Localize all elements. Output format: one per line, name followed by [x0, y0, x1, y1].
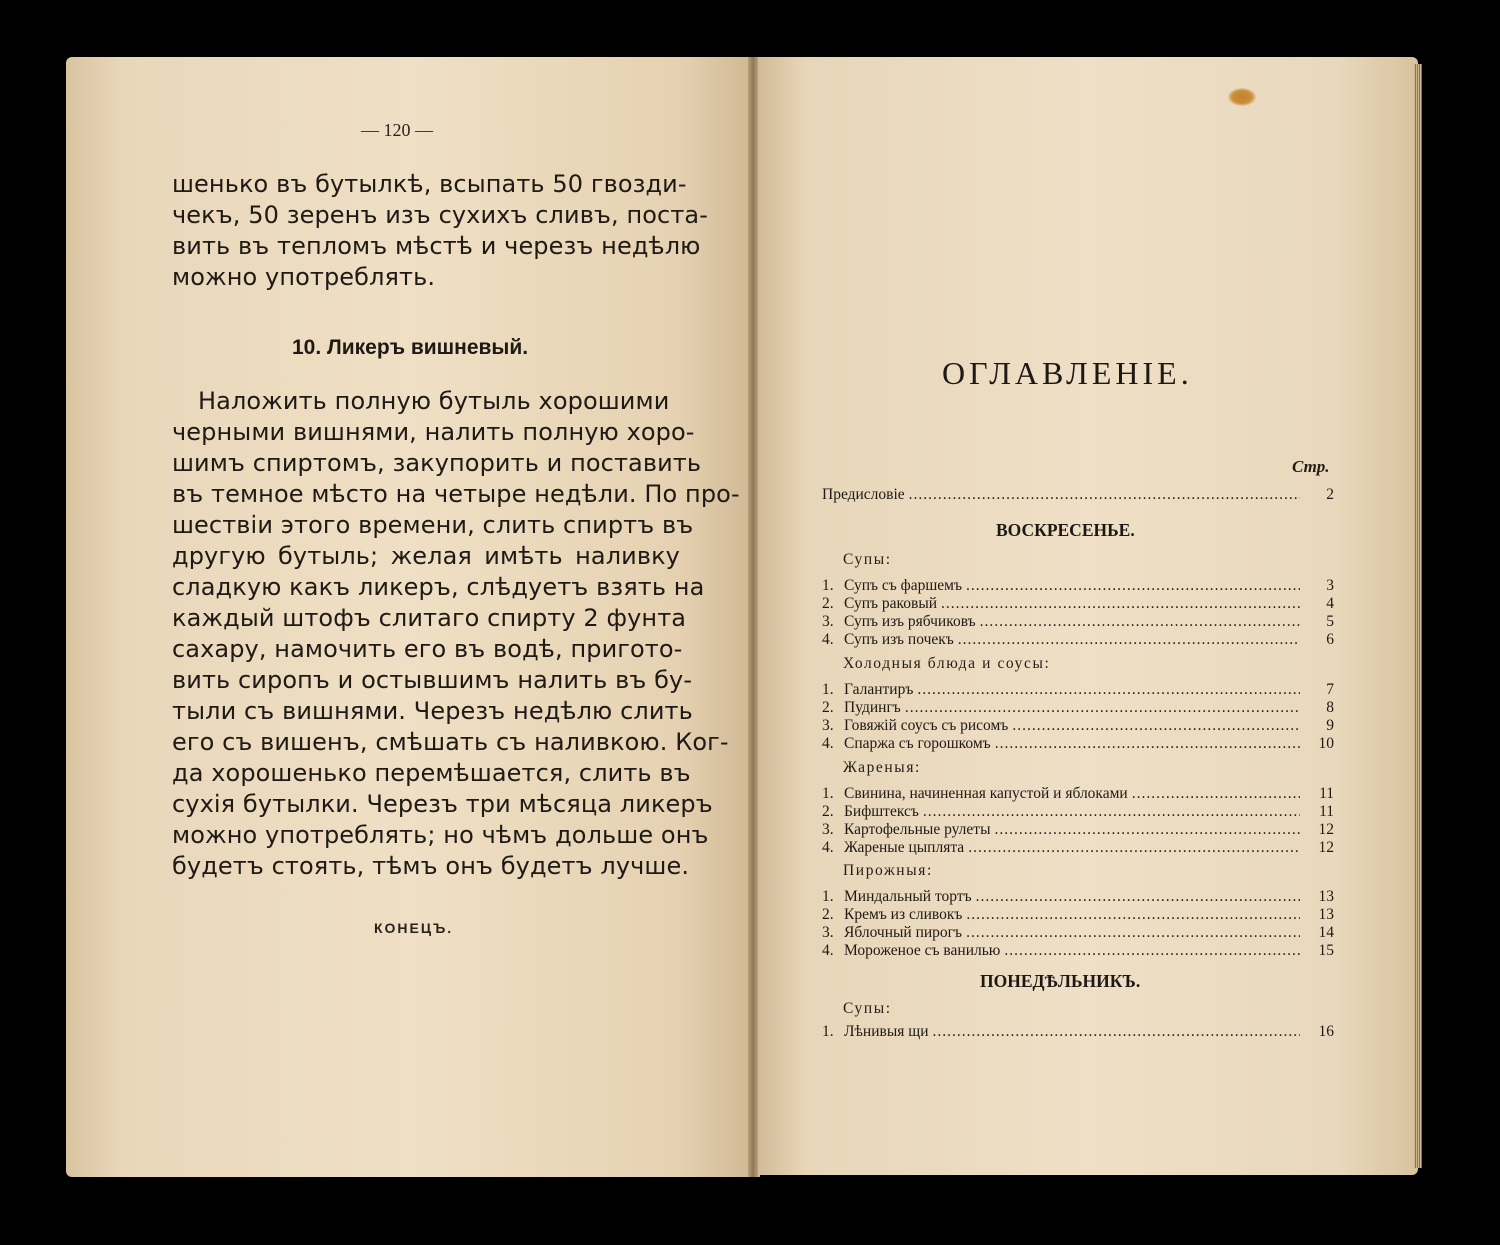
toc-entry-page: 13 [1318, 888, 1334, 905]
toc-entry-title: Пудингъ [844, 699, 901, 716]
toc-entry-page: 13 [1318, 906, 1334, 923]
toc-entry-page: 9 [1326, 717, 1334, 734]
page-number: — 120 — [361, 120, 433, 140]
toc-entry-page: 8 [1326, 699, 1334, 716]
toc-heading: ОГЛАВЛЕНІЕ. [942, 355, 1193, 391]
toc-entry-title: Кремъ из сливокъ [844, 906, 963, 923]
toc-entry-number: 2. [822, 699, 834, 716]
toc-entry-page: 14 [1318, 924, 1334, 941]
toc-entry [822, 613, 1334, 631]
dot-leader [917, 681, 1300, 699]
text-line: да хорошенько перемѣшается, слить въ [172, 759, 691, 787]
toc-entry-title: Картофельные рулеты [844, 821, 991, 838]
dot-leader [968, 839, 1300, 857]
text-line: другую бутыль; желая имѣть наливку [172, 542, 680, 570]
text-line: каждый штофъ слитаго спирту 2 фунта [172, 604, 687, 632]
text-line: Наложить полную бутыль хорошими [198, 387, 670, 415]
dot-leader [1004, 942, 1300, 960]
toc-entry-page: 4 [1326, 595, 1334, 612]
toc-entry-title: Яблочный пирогъ [844, 924, 963, 941]
toc-entry [822, 735, 1334, 753]
toc-entry [822, 803, 1334, 821]
toc-entry-number: 3. [822, 924, 834, 941]
recipe-title: 10. Ликеръ вишневый. [292, 336, 529, 359]
text-line: тыли съ вишнями. Черезъ недѣлю слить [172, 697, 693, 725]
toc-entry-page: 15 [1318, 942, 1334, 959]
toc-entry [822, 924, 1334, 942]
dot-leader [909, 486, 1300, 504]
dot-leader [941, 595, 1300, 613]
book-spine [748, 57, 758, 1177]
toc-entry-page: 5 [1326, 613, 1334, 630]
toc-entry-number: 1. [822, 888, 834, 905]
toc-entry [822, 681, 1334, 699]
toc-entry-title: Галантиръ [844, 681, 914, 698]
text-line: чекъ, 50 зеренъ изъ сухихъ сливъ, поста- [172, 201, 708, 229]
text-line: будетъ стоять, тѣмъ онъ будетъ лучше. [172, 852, 690, 880]
toc-entry-number: 4. [822, 839, 834, 856]
text-line: вить въ тепломъ мѣстѣ и черезъ недѣлю [172, 232, 701, 260]
dot-leader [958, 631, 1300, 649]
toc-entry-number: 2. [822, 803, 834, 820]
toc-entry [822, 1023, 1334, 1041]
toc-entry-page: 16 [1318, 1023, 1334, 1040]
toc-entry-page: 12 [1318, 821, 1334, 838]
toc-entry-page: 7 [1326, 681, 1334, 698]
toc-entry-page: 2 [1326, 486, 1334, 503]
text-line: сладкую какъ ликеръ, слѣдуетъ взять на [172, 573, 705, 601]
toc-category: Супы: [843, 551, 892, 568]
toc-entry-title: Супъ съ фаршемъ [844, 577, 962, 594]
toc-entry-page: 12 [1318, 839, 1334, 856]
toc-entry-title: Бифштексъ [844, 803, 919, 820]
toc-entry [822, 631, 1334, 649]
text-line: можно употреблять; но чѣмъ дольше онъ [172, 821, 709, 849]
text-line: сухія бутылки. Черезъ три мѣсяца ликеръ [172, 790, 713, 818]
toc-entry-page: 11 [1319, 803, 1334, 820]
toc-entry-title: Супъ раковый [844, 595, 938, 612]
page-column-label: Стр. [1292, 457, 1330, 476]
toc-entry-number: 1. [822, 577, 834, 594]
toc-entry [822, 888, 1334, 906]
dot-leader [966, 577, 1300, 595]
toc-entry-number: 3. [822, 613, 834, 630]
page-edges [1414, 64, 1422, 1168]
toc-entry-title: Жареные цыплята [844, 839, 965, 856]
toc-entry-title: Предисловіе [822, 486, 905, 503]
toc-entry-title: Миндальный тортъ [844, 888, 972, 905]
toc-entry-number: 4. [822, 942, 834, 959]
toc-entry-number: 3. [822, 717, 834, 734]
dot-leader [966, 924, 1300, 942]
toc-entry-title: Говяжій соусъ съ рисомъ [844, 717, 1009, 734]
dot-leader [1012, 717, 1300, 735]
toc-entry-title: Лѣнивыя щи [844, 1023, 929, 1040]
toc-entry-number: 1. [822, 785, 834, 802]
toc-entry [822, 595, 1334, 613]
stain-mark [1228, 88, 1256, 106]
toc-entry [822, 785, 1334, 803]
toc-entry-number: 2. [822, 595, 834, 612]
toc-entry [822, 717, 1334, 735]
toc-category: Холодныя блюда и соусы: [843, 655, 1051, 672]
toc-entry-page: 6 [1326, 631, 1334, 648]
toc-entry [822, 942, 1334, 960]
dot-leader [995, 821, 1301, 839]
toc-entry-page: 11 [1319, 785, 1334, 802]
dot-leader [966, 906, 1300, 924]
toc-entry [822, 821, 1334, 839]
text-line: можно употреблять. [172, 263, 436, 291]
dot-leader [995, 735, 1300, 753]
toc-entry-number: 3. [822, 821, 834, 838]
toc-entry-preface [822, 486, 1334, 504]
toc-category: Супы: [843, 1000, 892, 1017]
dot-leader [923, 803, 1300, 821]
dot-leader [976, 888, 1300, 906]
toc-entry [822, 906, 1334, 924]
text-line: шимъ спиртомъ, закупорить и поставить [172, 449, 702, 477]
toc-day-heading: ПОНЕДѢЛЬНИКЪ. [980, 971, 1141, 991]
text-line: шенько въ бутылкѣ, всыпать 50 гвозди- [172, 170, 687, 198]
text-line: вить сиропъ и остывшимъ налить въ бу- [172, 666, 693, 694]
toc-entry-number: 1. [822, 681, 834, 698]
toc-entry-page: 3 [1326, 577, 1334, 594]
text-line: его съ вишенъ, смѣшать съ наливкою. Ког- [172, 728, 729, 756]
toc-entry-title: Мороженое съ ванилью [844, 942, 1001, 959]
toc-entry-title: Супъ изъ почекъ [844, 631, 954, 648]
toc-entry [822, 699, 1334, 717]
toc-entry-title: Свинина, начиненная капустой и яблоками [844, 785, 1128, 802]
toc-entry-title: Супъ изъ рябчиковъ [844, 613, 976, 630]
toc-entry [822, 577, 1334, 595]
toc-entry-number: 1. [822, 1023, 834, 1040]
toc-entry-number: 4. [822, 631, 834, 648]
text-line: черными вишнями, налить полную хоро- [172, 418, 695, 446]
toc-entry [822, 839, 1334, 857]
toc-entry-number: 2. [822, 906, 834, 923]
end-word: КОНЕЦЪ. [374, 920, 454, 936]
dot-leader [905, 699, 1300, 717]
toc-day-heading: ВОСКРЕСЕНЬЕ. [996, 520, 1135, 540]
text-line: въ темное мѣсто на четыре недѣли. По про- [172, 480, 740, 508]
dot-leader [980, 613, 1300, 631]
toc-entry-page: 10 [1318, 735, 1334, 752]
toc-category: Жареныя: [843, 759, 921, 776]
toc-entry-number: 4. [822, 735, 834, 752]
text-line: шествіи этого времени, слить спиртъ въ [172, 511, 694, 539]
dot-leader [1132, 785, 1300, 803]
text-line: сахару, намочить его въ водѣ, пригото- [172, 635, 683, 663]
toc-entry-title: Спаржа съ горошкомъ [844, 735, 991, 752]
dot-leader [933, 1023, 1301, 1041]
toc-category: Пирожныя: [843, 862, 933, 879]
